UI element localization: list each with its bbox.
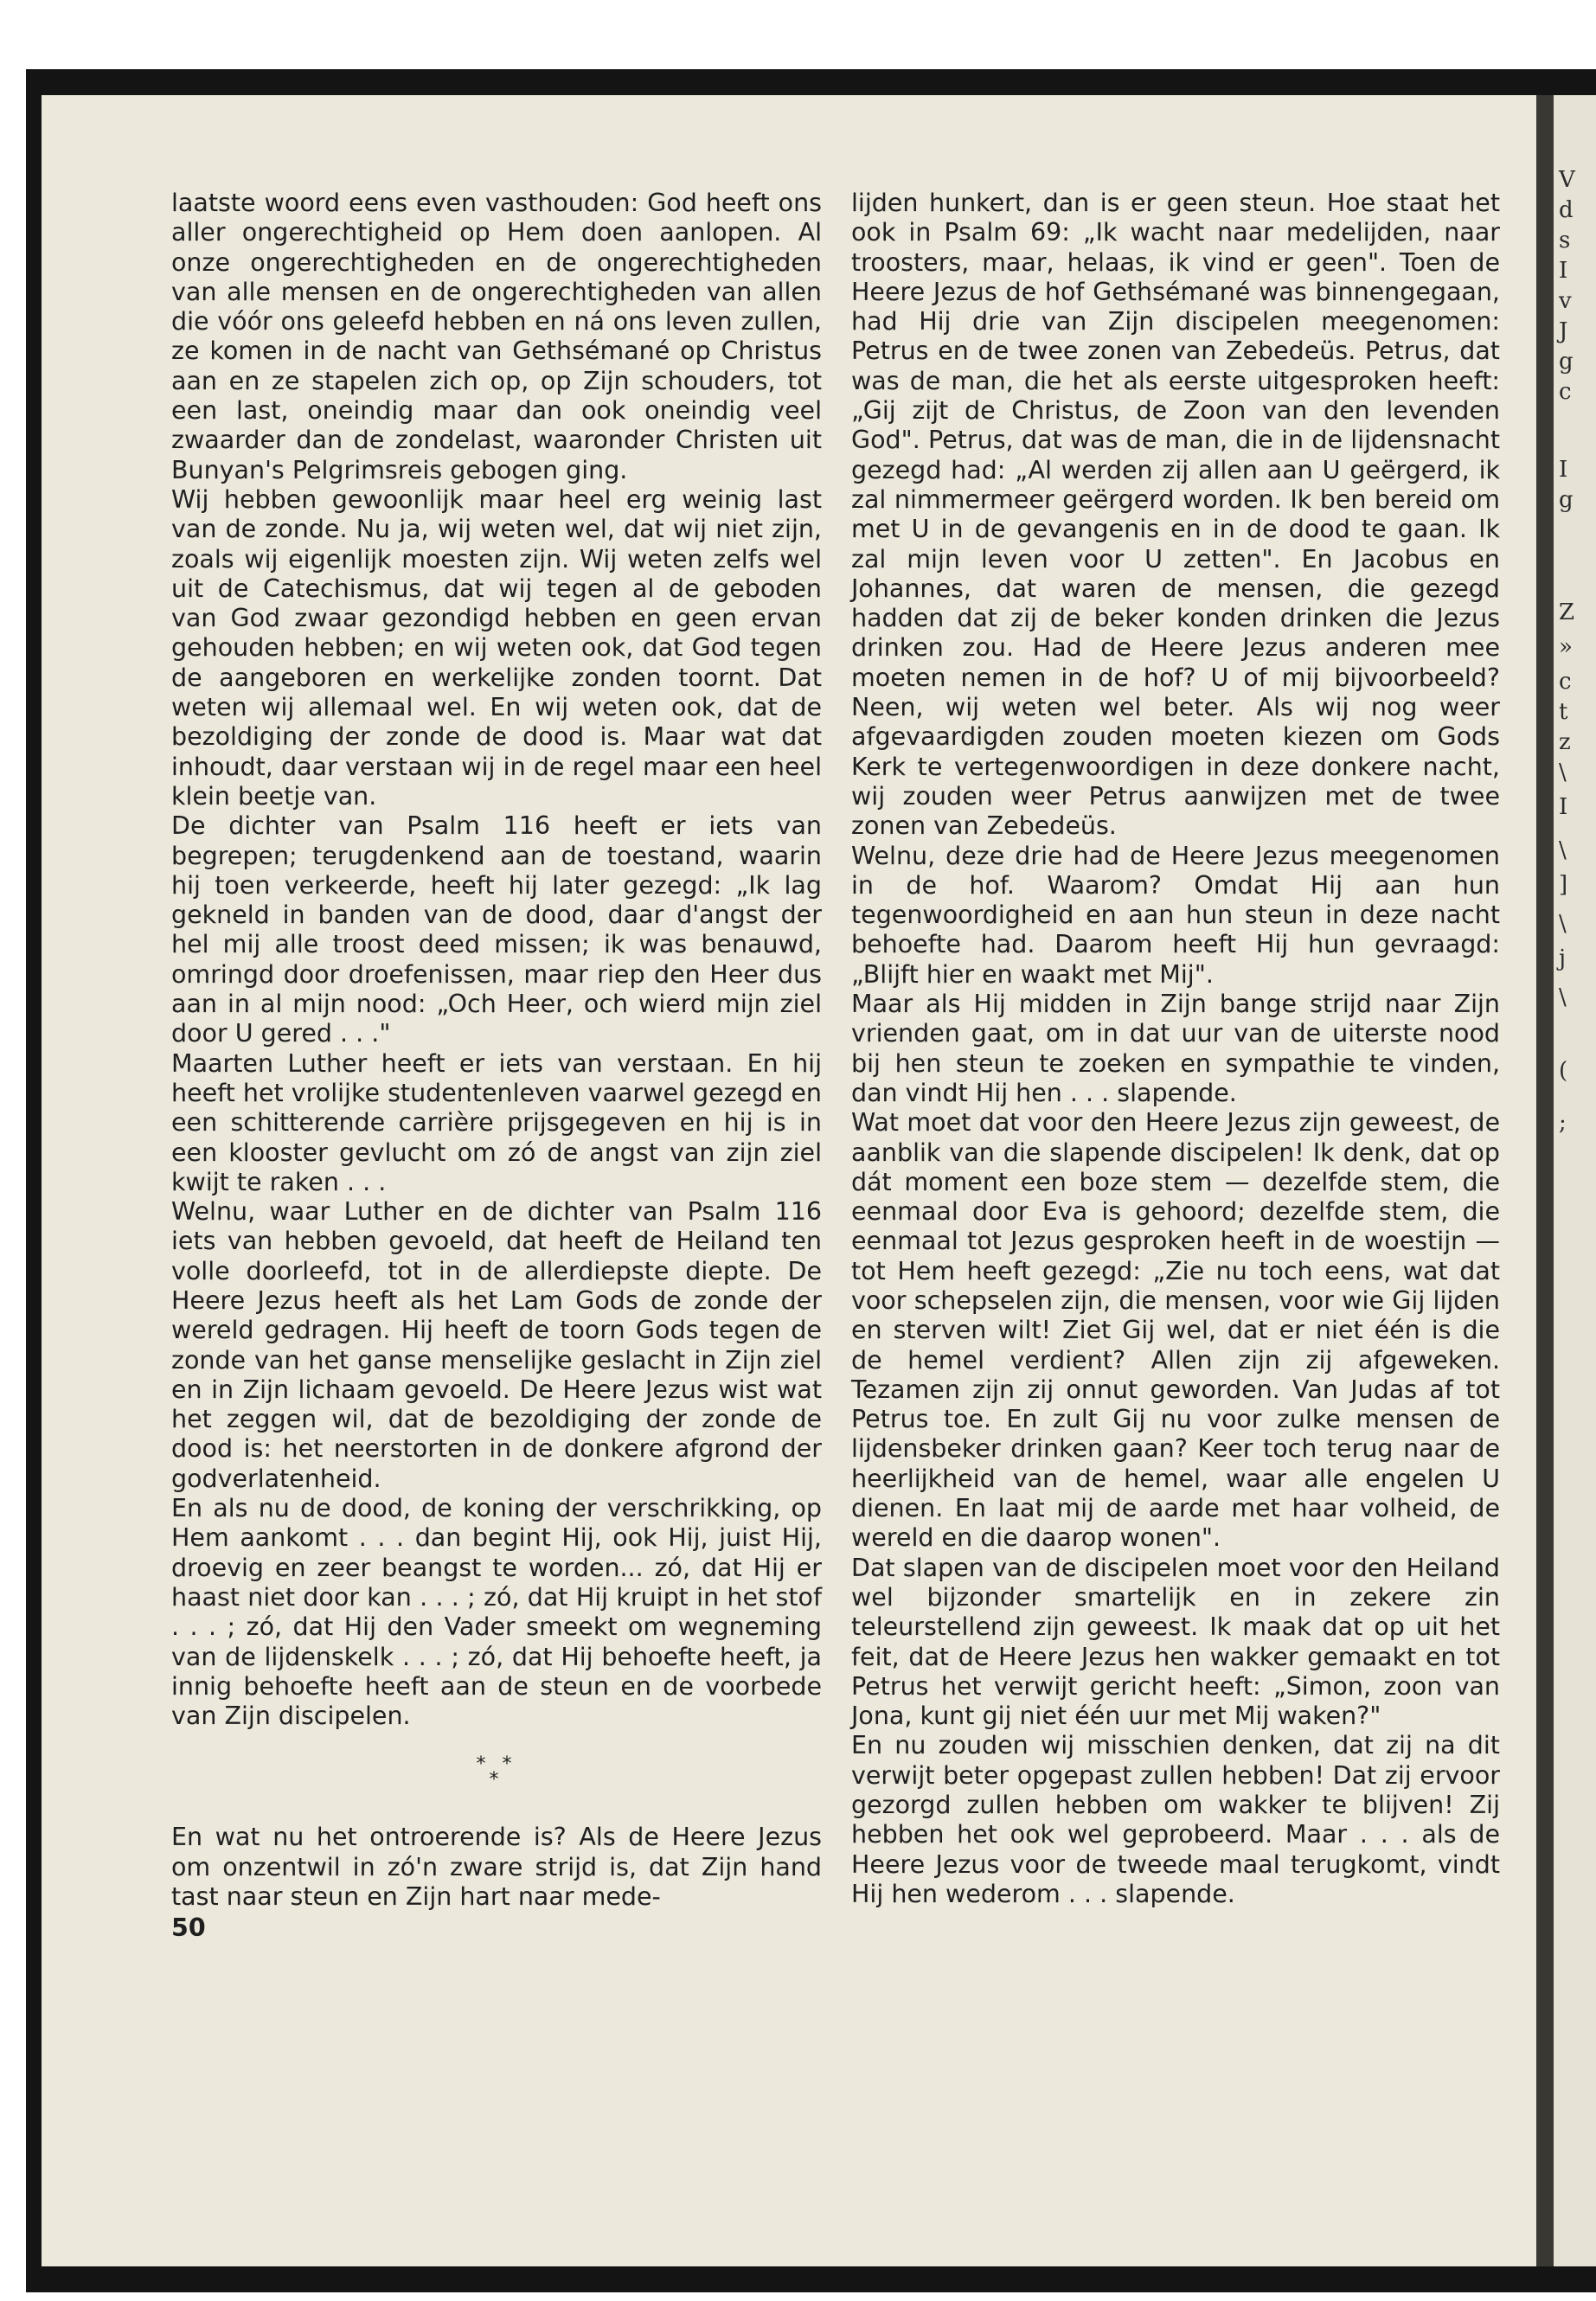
page-number: 50 (171, 1913, 206, 1943)
margin-glyph: ] (1559, 872, 1568, 898)
paragraph: Wat moet dat voor den Heere Jezus zijn geweest, de aanblik van die slapende discipelen! Ik denk, dat op dát moment een boze stem — dezelfde stem, die eenmaal door Eva is gehoord; dezelfde stem, die eenmaal tot Jezus gesproken heeft in de woestijn — tot Hem heeft gezegd: „Zie nu toch eens, wat dat voor schepselen zijn, die mensen, voor wie Gij lijden en sterven wilt! Ziet Gij wel, dat er niet één is die de hemel verdient? Allen zijn zij afgeweken. Tezamen zijn zij onnut geworden. Van Judas af tot Petrus toe. En zult Gij nu voor zulke mensen de lijdensbeker drinken gaan? Keer toch terug naar de heerlijkheid van de hemel, waar alle engelen U dienen. En laat mij de aarde met haar volheid, de wereld en die daarop wonen". (851, 1108, 1500, 1553)
margin-glyph: I (1559, 258, 1568, 284)
margin-glyph: s (1559, 228, 1571, 253)
margin-glyph: j (1559, 945, 1567, 971)
margin-glyph: z (1559, 729, 1571, 755)
right-text-column (851, 189, 1500, 1909)
margin-glyph: c (1559, 379, 1572, 405)
margin-glyph: c (1559, 669, 1572, 695)
paragraph: Wij hebben gewoonlijk maar heel erg weinig last van de zonde. Nu ja, wij weten wel, dat wij niet zijn, zoals wij eigenlijk moesten zijn. Wij weten zelfs wel uit de Catechismus, dat wij tegen al de geboden van God zwaar gezondigd hebben en geen ervan gehouden hebben; en wij weten ook, dat God tegen de aangeboren en werkelijke zonden toornt. Dat weten wij allemaal wel. En wij weten ook, dat de bezoldiging der zonde de dood is. Maar wat dat inhoudt, daar verstaan wij in de regel maar een heel klein beetje van. (171, 484, 822, 811)
paragraph: En als nu de dood, de koning der verschrikking, op Hem aankomt . . . dan begint Hij, ook Hij, juist Hij, droevig en zeer beangst te worden... zó, dat Hij er haast niet door kan . . . ; zó, dat Hij kruipt in het stof . . . ; zó, dat Hij den Vader smeekt om wegneming van de lijdenskelk . . . ; zó, dat Hij behoefte heeft, ja innig behoefte heeft aan de steun en de voorbede van Zijn discipelen. (171, 1494, 822, 1731)
margin-glyph: I (1559, 794, 1568, 820)
margin-glyph: v (1559, 288, 1572, 314)
margin-glyph: \ (1559, 911, 1567, 937)
margin-glyph: g (1559, 349, 1574, 375)
margin-glyph: Z (1559, 599, 1575, 625)
margin-glyph: \ (1559, 760, 1567, 785)
margin-glyph: g (1559, 487, 1574, 513)
margin-glyph: t (1559, 699, 1568, 725)
paragraph: lijden hunkert, dan is er geen steun. Hoe staat het ook in Psalm 69: „Ik wacht naar medelijden, naar troosters, maar, helaas, ik vind er geen". Toen de Heere Jezus de hof Gethsémané was binnengegaan, had Hij drie van Zijn discipelen meegenomen: Petrus en de twee zonen van Zebedeüs. Petrus, dat was de man, die het als eerste uitgesproken heeft: „Gij zijt de Christus, de Zoon van den levenden God". Petrus, dat was de man, die in de lijdensnacht gezegd had: „Al werden zij allen aan U geërgerd, ik zal nimmermeer geërgerd worden. Ik ben bereid om met U in de gevangenis en in de dood te gaan. Ik zal mijn leven voor U zetten". En Jacobus en Johannes, dat waren de mensen, die gezegd hadden dat zij de beker konden drinken die Jezus drinken zou. Had de Heere Jezus anderen mee moeten nemen in de hof? U of mij bijvoorbeeld? Neen, wij weten wel beter. Als wij nog weer afgevaardigden zouden moeten kiezen om Gods Kerk te vertegenwoordigen in deze donkere nacht, wij zouden weer Petrus aanwijzen met de twee zonen van Zebedeüs. (851, 189, 1500, 841)
margin-glyph: ; (1559, 1110, 1567, 1136)
paragraph: Dat slapen van de discipelen moet voor den Heiland wel bijzonder smartelijk en in zekere zin teleurstellend zijn geweest. Ik maak dat op uit het feit, dat de Heere Jezus hen wakker gemaakt en tot Petrus het verwijt gericht heeft: „Simon, zoon van Jona, kunt gij niet één uur met Mij waken?" (851, 1553, 1500, 1731)
paragraph: Maarten Luther heeft er iets van verstaan. En hij heeft het vrolijke studentenleven vaarwel gezegd en een schitterende carrière prijsgegeven en hij is in een klooster gevlucht om zó de angst van zijn ziel kwijt te raken . . . (171, 1048, 822, 1196)
section-break-asterism (171, 1753, 822, 1791)
margin-glyph: \ (1559, 837, 1567, 863)
adjacent-page-margin (1554, 95, 1596, 2266)
left-text-column (171, 189, 822, 1944)
margin-glyph: J (1559, 318, 1568, 344)
paragraph: Welnu, deze drie had de Heere Jezus meegenomen in de hof. Waarom? Omdat Hij aan hun tegenwoordigheid en aan hun steun in deze nacht behoefte had. Daarom heeft Hij hun gevraagd: „Blijft hier en waakt met Mij". (851, 841, 1500, 989)
margin-glyph: I (1559, 457, 1568, 483)
paragraph: laatste woord eens even vasthouden: God heeft ons aller ongerechtigheid op Hem doen aanlopen. Al onze ongerechtigheden en de ongerechtigheden van alle mensen en de ongerechtigheden van allen die vóór ons geleefd hebben en ná ons leven zullen, ze komen in de nacht van Gethsémané op Christus aan en ze stapelen zich op, op Zijn schouders, tot een last, oneindig maar dan ook oneindig veel zwaarder dan de zondelast, waaronder Christen uit Bunyan's Pelgrimsreis gebogen ging. (171, 189, 822, 484)
paragraph: En nu zouden wij misschien denken, dat zij na dit verwijt beter opgepast zullen hebben! Dat zij ervoor gezorgd zullen hebben om wakker te blijven! Zij hebben het ook wel geprobeerd. Maar . . . als de Heere Jezus voor de tweede maal terugkomt, vindt Hij hen wederom . . . slapende. (851, 1731, 1500, 1908)
paragraph: Welnu, waar Luther en de dichter van Psalm 116 iets van hebben gevoeld, dat heeft de Heiland ten volle doorleefd, tot in de allerdiepste diepte. De Heere Jezus heeft als het Lam Gods de zonde der wereld gedragen. Hij heeft de toorn Gods tegen de zonde van het ganse menselijke geslacht in Zijn ziel en in Zijn lichaam gevoeld. De Heere Jezus wist wat het zeggen wil, dat de bezoldiging der zonde de dood is: het neerstorten in de donkere afgrond der godverlatenheid. (171, 1197, 822, 1493)
margin-glyph: V (1559, 167, 1575, 193)
margin-glyph: ( (1559, 1058, 1568, 1084)
margin-glyph: d (1559, 197, 1574, 223)
margin-glyph: \ (1559, 984, 1567, 1010)
paragraph: En wat nu het ontroerende is? Als de Heere Jezus om onzentwil in zó'n zware strijd is, dat Zijn hand tast naar steun en Zijn hart naar mede- (171, 1823, 822, 1912)
asterism-bottom: * (489, 1769, 504, 1791)
paragraph: Maar als Hij midden in Zijn bange strijd naar Zijn vrienden gaat, om in dat uur van de uiterste nood bij hen steun te zoeken en sympathie te vinden, dan vindt Hij hen . . . slapende. (851, 990, 1500, 1107)
asterism-top: * * (476, 1753, 517, 1776)
page-gutter (1536, 95, 1554, 2266)
margin-glyph: » (1559, 634, 1573, 660)
paragraph: De dichter van Psalm 116 heeft er iets van begrepen; terugdenkend aan de toestand, waarin hij toen verkeerde, heeft hij later gezegd: „Ik lag gekneld in banden van de dood, daar d'angst der hel mij alle troost deed missen; ik was benauwd, omringd door droefenissen, maar riep den Heer dus aan in al mijn nood: „Och Heer, och wierd mijn ziel door U gered . . ." (171, 811, 822, 1048)
